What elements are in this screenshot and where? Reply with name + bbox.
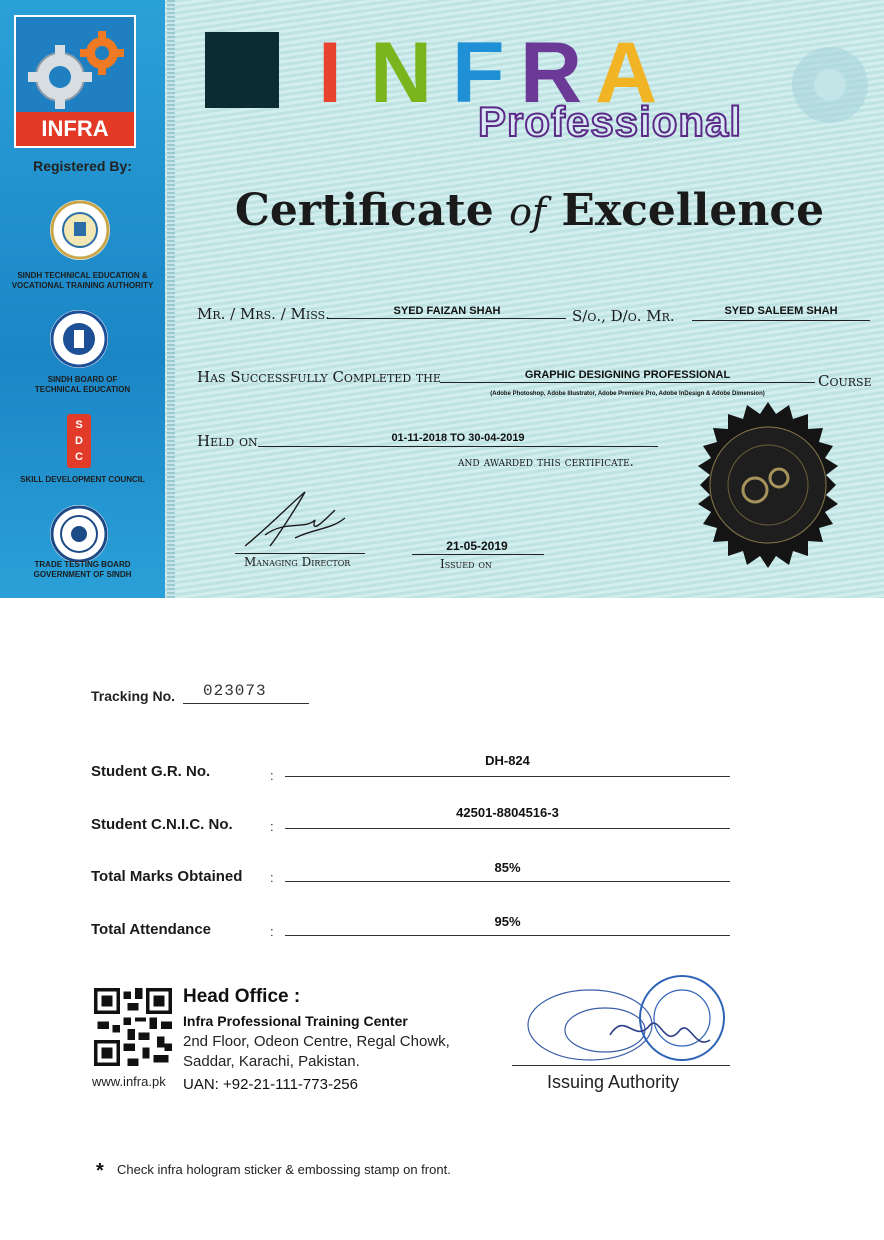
authority-name-2 bbox=[0, 375, 165, 395]
brand-letter-i: I bbox=[318, 25, 342, 121]
course-details: (Adobe Photoshop, Adobe Illustrator, Adobe Premiere Pro, Adobe InDesign & Adobe Dimension) bbox=[490, 391, 765, 397]
issuing-authority-stamp-icon bbox=[515, 970, 735, 1070]
website-text: www.infra.pk bbox=[92, 1074, 166, 1089]
sidebar bbox=[0, 0, 165, 598]
completed-label: Has Successfully Completed the bbox=[197, 368, 441, 386]
authority-3-line1: SKILL DEVELOPMENT COUNCIL bbox=[20, 475, 145, 484]
tracking-label: Tracking No. bbox=[91, 688, 176, 704]
gear-icon bbox=[24, 31, 128, 111]
cnic-line bbox=[285, 828, 730, 829]
issued-on-label: Issued on bbox=[440, 557, 492, 571]
sdc-letter-d: D bbox=[75, 435, 83, 447]
watermark-gear-icon bbox=[775, 30, 875, 140]
course-name: GRAPHIC DESIGNING PROFESSIONAL bbox=[524, 369, 731, 381]
director-signature bbox=[235, 490, 355, 554]
father-name-line bbox=[692, 320, 870, 321]
issue-date-line bbox=[412, 554, 544, 555]
address-line-2: Saddar, Karachi, Pakistan. bbox=[183, 1053, 360, 1070]
held-dates: 01-11-2018 TO 30-04-2019 bbox=[391, 432, 525, 444]
awarded-text: and awarded this certificate. bbox=[458, 455, 634, 470]
gr-colon: : bbox=[270, 768, 274, 783]
title-of: of bbox=[509, 190, 547, 234]
microprint-strip bbox=[167, 0, 175, 598]
footnote-text: Check infra hologram sticker & embossing stamp on front. bbox=[117, 1162, 451, 1177]
head-office-title: Head Office : bbox=[183, 986, 301, 1007]
marks-value: 85% bbox=[494, 860, 521, 875]
held-on-label: Held on bbox=[197, 432, 258, 450]
brand-letter-a: A bbox=[595, 25, 658, 121]
attendance-value: 95% bbox=[494, 914, 521, 929]
tracking-number: 023073 bbox=[203, 682, 267, 700]
authority-name-4 bbox=[0, 560, 165, 580]
registered-by-label: Registered By: bbox=[33, 158, 132, 174]
brand-letter-n: N bbox=[370, 25, 433, 121]
qr-code-icon bbox=[94, 988, 172, 1066]
authority-2-line2: TECHNICAL EDUCATION bbox=[34, 385, 131, 394]
authority-name-3 bbox=[0, 475, 165, 485]
name-line bbox=[328, 318, 566, 319]
certificate-front bbox=[0, 0, 884, 598]
gr-line bbox=[285, 776, 730, 777]
sdc-letter-c: C bbox=[75, 451, 83, 463]
course-line bbox=[440, 382, 815, 383]
attendance-line bbox=[285, 935, 730, 936]
attendance-label: Total Attendance bbox=[91, 921, 212, 938]
salutation-label: Mr. / Mrs. / Miss. bbox=[197, 305, 330, 323]
gr-label: Student G.R. No. bbox=[91, 763, 211, 780]
brand-subtitle: Professional bbox=[478, 98, 743, 145]
sbte-emblem-icon bbox=[50, 310, 108, 368]
authority-2-line1: SINDH BOARD OF bbox=[47, 375, 118, 384]
issuing-authority-line bbox=[512, 1065, 730, 1066]
relation-label: S/o., D/o. Mr. bbox=[572, 307, 675, 325]
cnic-value: 42501-8804516-3 bbox=[456, 805, 559, 820]
embossed-seal-icon bbox=[683, 400, 853, 570]
cnic-colon: : bbox=[270, 819, 274, 834]
logo-text: INFRA bbox=[16, 112, 134, 146]
brand-letter-r: R bbox=[520, 25, 583, 121]
brand-letter-f: F bbox=[452, 25, 505, 121]
held-on-line bbox=[258, 446, 658, 447]
sdc-letter-s: S bbox=[75, 419, 83, 431]
marks-colon: : bbox=[270, 870, 274, 885]
title-part-2: Excellence bbox=[561, 185, 825, 236]
cnic-label: Student C.N.I.C. No. bbox=[91, 816, 233, 833]
tracking-line bbox=[183, 703, 309, 704]
director-label: Managing Director bbox=[244, 555, 351, 569]
hologram-sticker bbox=[205, 32, 279, 108]
authority-1-line2: VOCATIONAL TRAINING AUTHORITY bbox=[11, 281, 154, 290]
course-label: Course bbox=[818, 372, 872, 390]
sdc-badge bbox=[67, 414, 91, 468]
marks-label: Total Marks Obtained bbox=[91, 868, 243, 885]
attendance-colon: : bbox=[270, 924, 274, 939]
infra-logo bbox=[14, 15, 136, 148]
marks-line bbox=[285, 881, 730, 882]
certificate-title bbox=[175, 185, 884, 236]
title-part-1: Certificate bbox=[234, 185, 494, 236]
student-name: SYED FAIZAN SHAH bbox=[393, 305, 501, 317]
authority-1-line1: SINDH TECHNICAL EDUCATION & bbox=[17, 271, 148, 280]
uan-number: UAN: +92-21-111-773-256 bbox=[183, 1076, 358, 1093]
authority-4-line2: GOVERNMENT OF SINDH bbox=[33, 570, 132, 579]
address-line-1: 2nd Floor, Odeon Centre, Regal Chowk, bbox=[183, 1033, 450, 1050]
authority-4-line1: TRADE TESTING BOARD bbox=[34, 560, 131, 569]
issue-date: 21-05-2019 bbox=[446, 539, 508, 553]
footnote-star: * bbox=[96, 1160, 104, 1182]
steva-emblem-icon bbox=[50, 200, 110, 260]
issuing-authority-label: Issuing Authority bbox=[547, 1072, 680, 1092]
father-name: SYED SALEEM SHAH bbox=[724, 305, 838, 317]
office-name: Infra Professional Training Center bbox=[183, 1013, 408, 1029]
ttb-emblem-icon bbox=[50, 505, 108, 563]
authority-name-1 bbox=[0, 271, 165, 291]
director-line bbox=[235, 553, 365, 554]
gr-value: DH-824 bbox=[485, 753, 530, 768]
